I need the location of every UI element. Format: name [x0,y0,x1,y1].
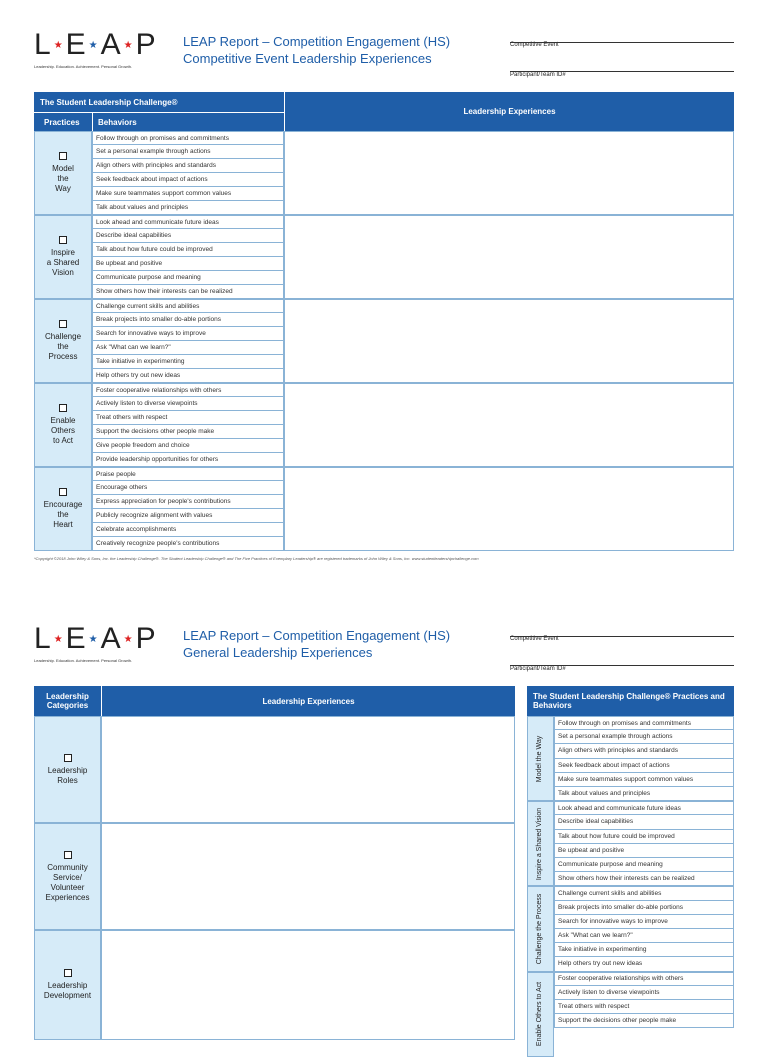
experience-cell[interactable] [101,823,515,930]
star-icon: ★ [88,634,99,646]
behavior-row: Seek feedback about impact of actions [92,173,284,187]
side-behavior-row: Be upbeat and positive [554,844,734,858]
participant-label: Participant/Team ID# [510,72,566,78]
behavior-row: Take initiative in experimenting [92,355,284,369]
side-practice-label [527,886,554,971]
event-field[interactable] [510,636,734,637]
side-behavior-row: Actively listen to diverse viewpoints [554,986,734,1000]
behavior-row: Creatively recognize people's contributions [92,537,284,551]
experience-cell[interactable] [101,716,515,823]
behavior-row: Communicate purpose and meaning [92,271,284,285]
side-practice-text: Challenge the Process [536,893,544,965]
behavior-row: Set a personal example through actions [92,145,284,159]
behavior-row: Publicly recognize alignment with values [92,509,284,523]
side-practice-label [527,801,554,886]
practice-cell [34,215,92,299]
practice-cell [34,383,92,467]
report-title: LEAP Report – Competition Engagement (HS) [183,34,451,49]
side-behavior-row: Support the decisions other people make [554,1014,734,1028]
category-checkbox[interactable] [64,851,72,859]
logo-letter: A [100,622,122,655]
behavior-row: Help others try out new ideas [92,369,284,383]
experience-cell[interactable] [284,131,734,215]
category-label: Community [47,862,88,872]
behavior-row: Make sure teammates support common values [92,187,284,201]
star-icon: ★ [88,40,99,52]
logo-tagline: Leadership. Education. Achievement. Personal Growth. [34,658,133,663]
practice-label: Others [50,426,75,435]
side-behavior-row: Help others try out new ideas [554,957,734,971]
side-practice-label [527,972,554,1057]
practice-label: Vision [52,268,74,277]
category-checkbox[interactable] [64,754,72,762]
behavior-row: Provide leadership opportunities for others [92,453,284,467]
category-label: Experiences [45,892,90,902]
event-label: Competitive Event [510,636,559,642]
side-practice-text: Enable Others to Act [536,982,544,1047]
side-behavior-row: Align others with principles and standards [554,744,734,758]
behavior-row: Celebrate accomplishments [92,523,284,537]
practice-label: Challenge [44,332,82,341]
side-behavior-row: Talk about how future could be improved [554,830,734,844]
practice-cell [34,131,92,215]
side-behavior-row: Set a personal example through actions [554,730,734,744]
side-behavior-row: Show others how their interests can be realized [554,872,734,886]
practice-cell [34,467,92,551]
practice-label: Way [55,184,71,193]
side-behavior-row: Seek feedback about impact of actions [554,759,734,773]
category-label: Roles [57,775,78,785]
logo-letter: P [135,28,157,61]
behavior-row: Support the decisions other people make [92,425,284,439]
behavior-row: Describe ideal capabilities [92,229,284,243]
side-behavior-row: Take initiative in experimenting [554,943,734,957]
copyright-notice: *Copyright ©2018 John Wiley & Sons, Inc. the Leadership Challenge®. The Student Leadership Challenge® and The Five Practices of Exemplary Leadership® are registered trademarks of John Wiley & Sons, Inc. www.studentleadershipchallenge.com [34,556,479,561]
star-icon: ★ [53,634,64,646]
report-title: LEAP Report – Competition Engagement (HS) [183,628,451,643]
practice-label: Inspire [50,248,75,257]
category-label: Service/ [53,872,82,882]
report-subtitle: General Leadership Experiences [183,645,373,660]
table-heading: The Student Leadership Challenge® [34,92,284,112]
side-behavior-row: Talk about values and principles [554,787,734,801]
logo-letter: E [65,622,87,655]
behavior-row: Challenge current skills and abilities [92,299,284,313]
side-behavior-row: Foster cooperative relationships with others [554,972,734,986]
practice-label: Heart [53,520,73,529]
category-cell [34,716,101,823]
side-practice-text: Inspire a Shared Vision [536,807,544,880]
behavior-row: Be upbeat and positive [92,257,284,271]
behavior-row: Break projects into smaller do-able portions [92,313,284,327]
participant-field[interactable] [510,665,734,666]
behavior-row: Encourage others [92,481,284,495]
practice-label: the [57,342,69,351]
behavior-row: Follow through on promises and commitments [92,131,284,145]
category-label: Development [43,991,92,1000]
side-behavior-row: Look ahead and communicate future ideas [554,801,734,815]
behavior-row: Search for innovative ways to improve [92,327,284,341]
side-practice-label [527,716,554,801]
practice-checkbox[interactable] [59,404,67,412]
behavior-row: Foster cooperative relationships with others [92,383,284,397]
practice-checkbox[interactable] [59,236,67,244]
leap-logo [34,624,157,655]
side-behavior-row: Follow through on promises and commitments [554,716,734,730]
behavior-row: Praise people [92,467,284,481]
category-label: Leadership [47,765,88,775]
practice-label: Process [48,352,78,361]
star-icon: ★ [123,40,134,52]
participant-label: Participant/Team ID# [510,666,566,672]
side-behavior-row: Search for innovative ways to improve [554,915,734,929]
col-experiences: Leadership Experiences [101,686,515,716]
behavior-row: Express appreciation for people's contributions [92,495,284,509]
logo-letter: L [34,28,52,61]
report-subtitle: Competitive Event Leadership Experiences [183,51,432,66]
behavior-row: Talk about how future could be improved [92,243,284,257]
col-experiences: Leadership Experiences [284,92,734,131]
category-label: Leadership [47,981,88,990]
event-label: Competitive Event [510,42,559,48]
col-behaviors: Behaviors [92,112,284,131]
practice-label: to Act [52,436,73,445]
behavior-row: Look ahead and communicate future ideas [92,215,284,229]
side-heading: The Student Leadership Challenge® Practices and Behaviors [527,686,734,716]
side-behavior-row: Treat others with respect [554,1000,734,1014]
behavior-row: Align others with principles and standards [92,159,284,173]
logo-letter: L [34,622,52,655]
star-icon: ★ [123,634,134,646]
practice-label: the [57,510,69,519]
logo-letter: E [65,28,87,61]
behavior-row: Actively listen to diverse viewpoints [92,397,284,411]
star-icon: ★ [53,40,64,52]
participant-field[interactable] [510,71,734,72]
side-behavior-row: Challenge current skills and abilities [554,886,734,900]
behavior-row: Give people freedom and choice [92,439,284,453]
experience-cell[interactable] [284,383,734,467]
practice-label: a Shared [46,258,80,267]
side-behavior-row: Break projects into smaller do-able portions [554,901,734,915]
behavior-row: Talk about values and principles [92,201,284,215]
logo-letter: P [135,622,157,655]
practice-cell [34,299,92,383]
side-behavior-row: Communicate purpose and meaning [554,858,734,872]
side-practice-text: Model the Way [536,735,544,782]
side-behavior-row: Describe ideal capabilities [554,815,734,829]
behavior-row: Show others how their interests can be realized [92,285,284,299]
side-behavior-row: Ask "What can we learn?" [554,929,734,943]
practice-label: Enable [50,416,76,425]
category-checkbox[interactable] [64,969,72,977]
behavior-row: Treat others with respect [92,411,284,425]
practice-label: Model [52,164,74,173]
event-field[interactable] [510,42,734,43]
leap-logo [34,30,157,61]
logo-tagline: Leadership. Education. Achievement. Personal Growth. [34,64,133,69]
category-cell [34,823,101,930]
practice-checkbox[interactable] [59,320,67,328]
practice-checkbox[interactable] [59,152,67,160]
behavior-row: Ask "What can we learn?" [92,341,284,355]
col-practices: Practices [34,112,92,131]
col-categories: Leadership Categories [34,686,101,716]
experience-cell[interactable] [284,215,734,299]
experience-cell[interactable] [284,299,734,383]
practice-checkbox[interactable] [59,488,67,496]
category-label: Volunteer [50,882,85,892]
practice-label: the [57,174,69,183]
practice-label: Encourage [43,500,83,509]
side-behavior-row: Make sure teammates support common values [554,773,734,787]
experience-cell[interactable] [284,467,734,551]
logo-letter: A [100,28,122,61]
